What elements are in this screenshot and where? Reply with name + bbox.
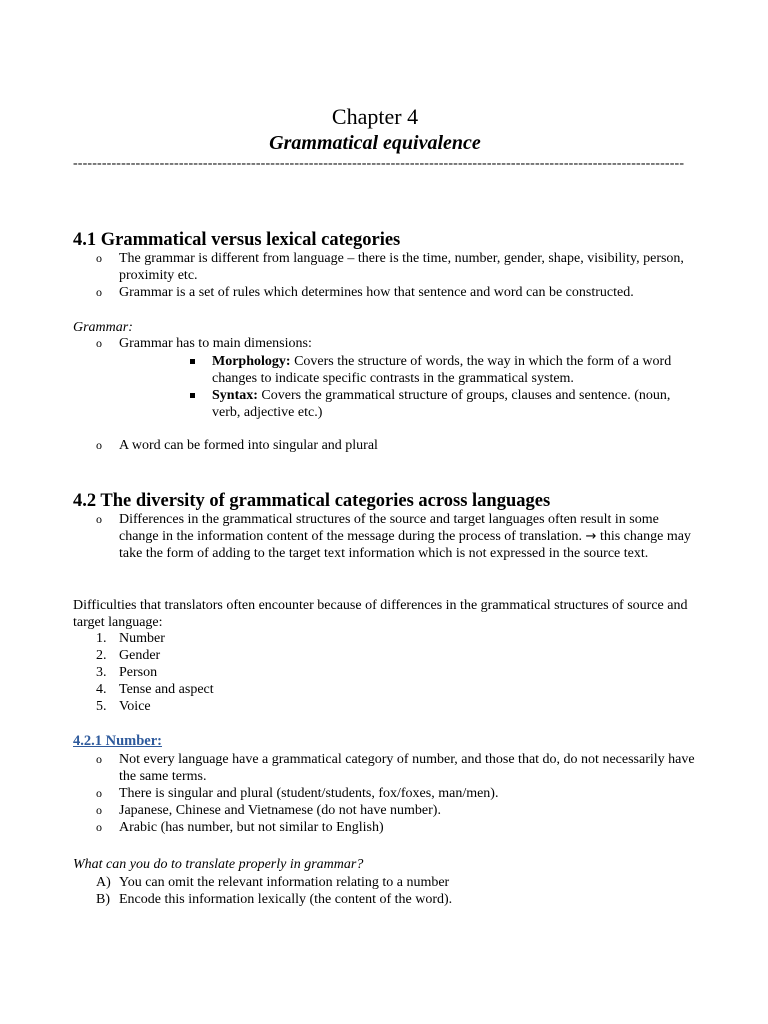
grammar-dimensions-list — [0, 353, 768, 421]
list-item-text: Arabic (has number, but not similar to English) — [119, 820, 384, 835]
number-bullets — [0, 751, 768, 836]
list-item — [0, 664, 768, 681]
list-number: 5. — [96, 699, 107, 714]
dimension-term: Morphology: — [212, 354, 291, 369]
list-item-text: Not every language have a grammatical category of number, and those that do, do not necessarily have the same terms. — [119, 752, 695, 784]
translation-answers — [0, 874, 768, 908]
list-item — [0, 681, 768, 698]
list-item-text: A word can be formed into singular and plural — [119, 438, 378, 453]
list-letter: A) — [96, 875, 111, 890]
list-letter: B) — [96, 892, 110, 907]
list-item-text: You can omit the relevant information relating to a number — [119, 875, 450, 890]
dimension-term: Syntax: — [212, 388, 258, 403]
right-arrow-icon: → — [585, 529, 597, 544]
chapter-title: Chapter 4 — [331, 104, 419, 129]
list-item — [0, 802, 768, 819]
list-number: 2. — [96, 648, 107, 663]
circle-bullet-icon: o — [96, 336, 102, 350]
list-item — [0, 511, 768, 562]
translation-question: What can you do to translate properly in grammar? — [73, 857, 364, 872]
section-4-1-bullets — [0, 250, 768, 301]
list-item-text: Number — [119, 631, 165, 646]
list-item — [0, 250, 768, 284]
list-item — [0, 284, 768, 301]
dimension-text: Covers the structure of words, the way in which the form of a word changes to indicate specific contrasts in the grammatical system. — [212, 354, 672, 386]
section-heading-4-1: 4.1 Grammatical versus lexical categories — [73, 230, 401, 250]
chapter-subtitle: Grammatical equivalence — [269, 132, 481, 154]
circle-bullet-icon: o — [96, 803, 102, 817]
list-number: 3. — [96, 665, 107, 680]
circle-bullet-icon: o — [96, 820, 102, 834]
list-number: 4. — [96, 682, 107, 697]
list-item-text-part2: this change may take the form of adding to the target text information which is not expressed in the source text. — [119, 529, 691, 561]
list-item-text: Tense and aspect — [119, 682, 214, 697]
list-item-text: Person — [119, 665, 158, 680]
section-heading-4-2: 4.2 The diversity of grammatical categories across languages — [73, 491, 551, 511]
list-item — [0, 891, 768, 908]
list-item — [0, 387, 768, 421]
list-item — [0, 647, 768, 664]
list-item — [0, 819, 768, 836]
square-bullet-icon — [190, 393, 195, 398]
list-item — [0, 874, 768, 891]
grammar-bullets — [0, 335, 768, 352]
grammar-label: Grammar: — [73, 320, 133, 335]
list-item — [0, 785, 768, 802]
list-item — [0, 698, 768, 715]
circle-bullet-icon: o — [96, 752, 102, 766]
circle-bullet-icon: o — [96, 251, 102, 265]
list-item-text: Voice — [119, 699, 151, 714]
list-item — [0, 353, 768, 387]
list-item — [0, 437, 768, 454]
singular-plural-bullet — [0, 437, 768, 454]
list-item — [0, 630, 768, 647]
square-bullet-icon — [190, 359, 195, 364]
section-4-2-bullets — [0, 511, 768, 562]
difficulties-list — [0, 630, 768, 715]
list-item-text: Gender — [119, 648, 161, 663]
dashed-divider: ------------------------------------------------------------------------------------------------------------------------------- — [73, 156, 685, 171]
dimension-text: Covers the grammatical structure of groups, clauses and sentence. (noun, verb, adjective etc.) — [212, 388, 671, 420]
list-item — [0, 751, 768, 785]
section-heading-4-2-1: 4.2.1 Number: — [73, 733, 163, 749]
list-item-text: Grammar has to main dimensions: — [119, 336, 312, 351]
list-item-text: Grammar is a set of rules which determines how that sentence and word can be constructed. — [119, 285, 634, 300]
list-item — [0, 335, 768, 352]
circle-bullet-icon: o — [96, 786, 102, 800]
list-item-text: There is singular and plural (student/students, fox/foxes, man/men). — [119, 786, 499, 801]
list-number: 1. — [96, 631, 107, 646]
circle-bullet-icon: o — [96, 438, 102, 452]
list-item-text-part1: Differences in the grammatical structures of the source and target languages often result in some change in the information content of the message during the process of translation. — [119, 512, 659, 544]
list-item-text: Encode this information lexically (the content of the word). — [119, 892, 453, 907]
list-item-text: The grammar is different from language – there is the time, number, gender, shape, visibility, person, proximity etc. — [119, 251, 684, 283]
circle-bullet-icon: o — [96, 285, 102, 299]
difficulties-intro: Difficulties that translators often encounter because of differences in the grammatical structures of source and target language: — [73, 598, 688, 630]
list-item-text: Japanese, Chinese and Vietnamese (do not have number). — [119, 803, 441, 818]
circle-bullet-icon: o — [96, 512, 102, 526]
